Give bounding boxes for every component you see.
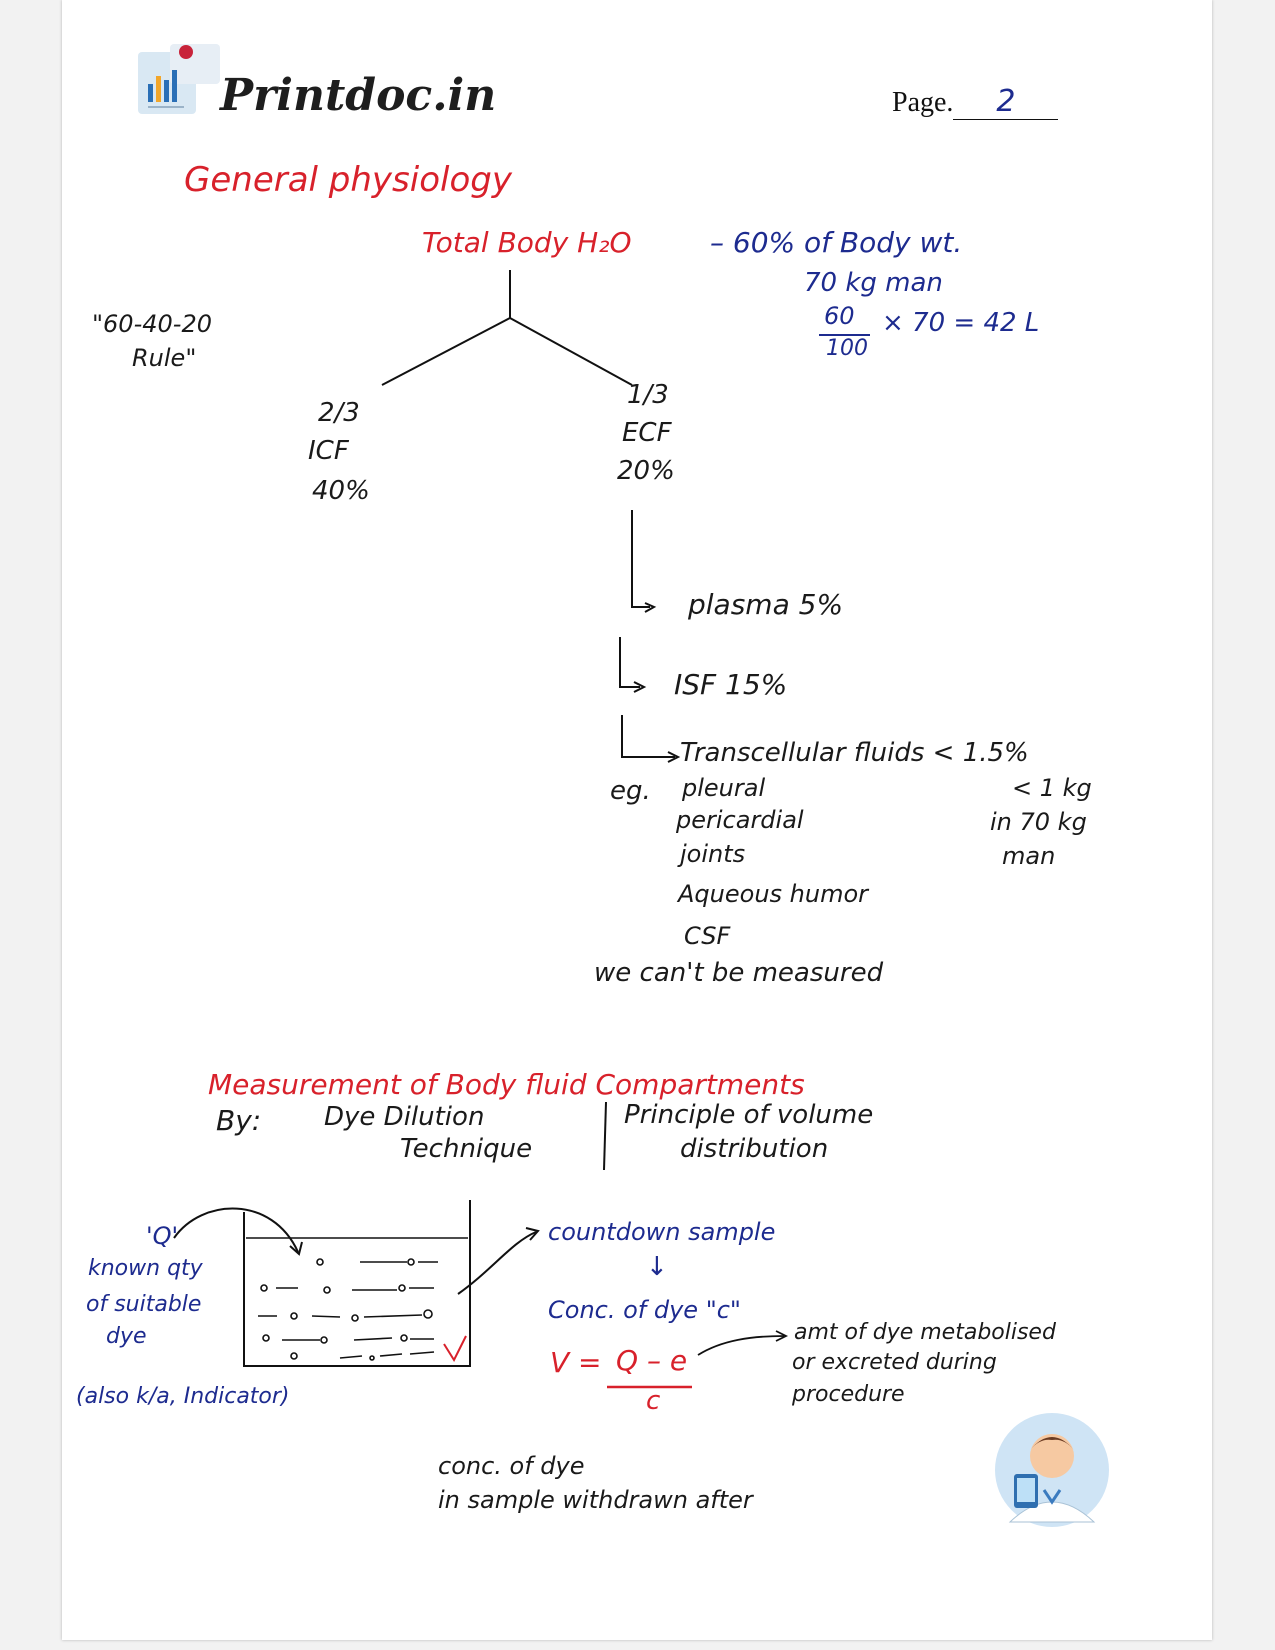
transcellular-example: Aqueous humor bbox=[678, 880, 869, 908]
transcellular-note: < 1 kg bbox=[1012, 774, 1092, 802]
q-description: known qty bbox=[88, 1256, 203, 1281]
countdown-sample: countdown sample bbox=[548, 1218, 776, 1246]
e-arrow bbox=[698, 1336, 784, 1355]
method-name: Dye Dilution bbox=[324, 1102, 485, 1132]
q-arrow bbox=[174, 1209, 298, 1252]
cannot-measure-note: we can't be measured bbox=[594, 958, 884, 988]
transcellular-note: in 70 kg bbox=[990, 808, 1087, 836]
transcellular-example: joints bbox=[680, 840, 746, 868]
e-description: or excreted during bbox=[792, 1350, 997, 1375]
transcellular-note: man bbox=[1002, 842, 1056, 870]
plasma-item: plasma 5% bbox=[688, 588, 844, 621]
page-label-text: Page. bbox=[892, 87, 954, 118]
dye-concentration: Conc. of dye "c" bbox=[548, 1296, 741, 1324]
q-description: of suitable bbox=[86, 1292, 202, 1317]
tbw-man: 70 kg man bbox=[804, 268, 943, 298]
tree-branch-left bbox=[382, 318, 510, 385]
principle-name-line2: distribution bbox=[680, 1134, 829, 1164]
q-label: 'Q' bbox=[146, 1222, 179, 1250]
principle-name: Principle of volume bbox=[624, 1100, 874, 1130]
doctor-avatar-icon bbox=[992, 1410, 1112, 1530]
icf-fraction: 2/3 bbox=[318, 398, 360, 428]
by-label: By: bbox=[216, 1104, 262, 1137]
down-arrow-icon: ↓ bbox=[646, 1252, 668, 1282]
method-name-line2: Technique bbox=[400, 1134, 533, 1164]
icf-percentage: 40% bbox=[312, 476, 370, 506]
example-label: eg. bbox=[610, 776, 651, 806]
tick-mark-icon bbox=[444, 1336, 466, 1360]
page-number: 2 bbox=[953, 84, 1058, 120]
volume-label: V = bbox=[550, 1346, 602, 1379]
tbw-percentage: – 60% of Body wt. bbox=[710, 226, 963, 259]
transcellular-hook bbox=[622, 715, 675, 757]
icf-label: ICF bbox=[308, 436, 349, 466]
transcellular-item: Transcellular fluids < 1.5% bbox=[680, 738, 1029, 768]
transcellular-example: pericardial bbox=[676, 806, 804, 834]
tbw-numerator: 60 bbox=[824, 302, 855, 330]
page-title: General physiology bbox=[184, 160, 512, 200]
page-label bbox=[892, 84, 1058, 120]
notebook-page bbox=[62, 0, 1212, 1640]
tbw-calc: × 70 = 42 L bbox=[882, 308, 1040, 338]
e-description: amt of dye metabolised bbox=[794, 1320, 1056, 1345]
doctor-mascot bbox=[992, 1410, 1112, 1534]
tbw-heading: Total Body H₂O bbox=[422, 226, 632, 259]
q-description: dye bbox=[106, 1324, 147, 1349]
measurement-heading: Measurement of Body fluid Compartments bbox=[208, 1068, 805, 1101]
formula-numerator: Q – e bbox=[616, 1344, 688, 1377]
ecf-label: ECF bbox=[622, 418, 672, 448]
dye-particles bbox=[258, 1259, 438, 1360]
chart-logo-icon bbox=[134, 40, 224, 120]
e-description: procedure bbox=[792, 1382, 905, 1407]
transcellular-example: CSF bbox=[684, 922, 731, 950]
indicator-note: (also k/a, Indicator) bbox=[76, 1384, 290, 1409]
ecf-percentage: 20% bbox=[617, 456, 675, 486]
tbw-denominator: 100 bbox=[826, 336, 868, 361]
concentration-note: in sample withdrawn after bbox=[438, 1486, 753, 1514]
formula-denominator: c bbox=[646, 1386, 661, 1416]
rule-line2: Rule" bbox=[132, 344, 197, 372]
plasma-hook bbox=[632, 510, 650, 607]
isf-item: ISF 15% bbox=[674, 668, 788, 701]
rule-line1: "60-40-20 bbox=[92, 310, 212, 338]
logo bbox=[134, 40, 224, 124]
tree-branch-right bbox=[510, 318, 632, 385]
concentration-note: conc. of dye bbox=[438, 1452, 585, 1480]
method-divider bbox=[604, 1102, 606, 1170]
ecf-fraction: 1/3 bbox=[627, 380, 669, 410]
transcellular-example: pleural bbox=[682, 774, 766, 802]
isf-hook bbox=[620, 637, 640, 687]
brand-name: Printdoc.in bbox=[220, 70, 497, 121]
